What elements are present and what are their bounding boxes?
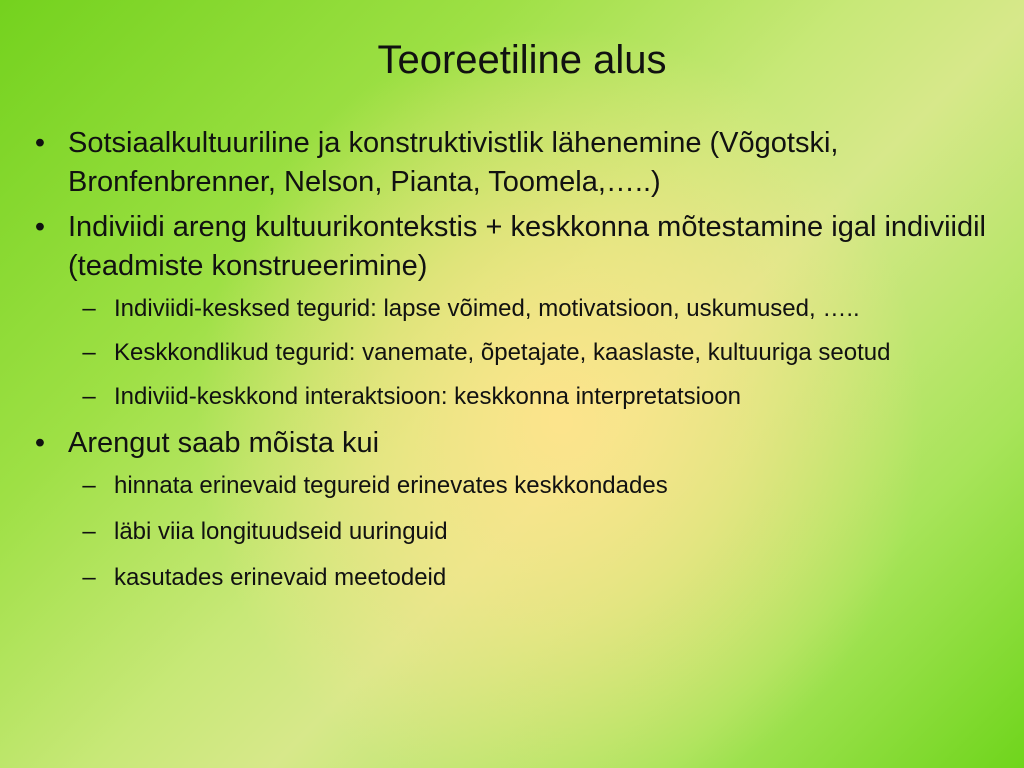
sub-bullet-item <box>68 380 1004 414</box>
sub-bullet-item <box>68 561 1004 595</box>
bullet-text: Indiviidi areng kultuurikontekstis + keskkonna mõtestamine igal indiviidil (teadmiste konstrueerimine) <box>68 211 986 282</box>
sub-bullet-text: Keskkondlikud tegurid: vanemate, õpetajate, kaaslaste, kultuuriga seotud <box>114 339 891 366</box>
slide-title: Teoreetiline alus <box>377 38 667 82</box>
bullet-item-2 <box>24 208 1004 414</box>
bullet-item-3 <box>24 424 1004 595</box>
dash-icon <box>76 380 102 414</box>
bullet-dot-icon <box>30 124 50 163</box>
bullet-item-1 <box>24 124 1004 202</box>
bullet-text: Arengut saab mõista kui <box>68 427 380 459</box>
sub-bullet-item <box>68 469 1004 503</box>
dash-icon <box>76 292 102 326</box>
sub-bullet-item <box>68 515 1004 549</box>
bullet-dot-icon <box>30 424 50 463</box>
sub-bullet-text: kasutades erinevaid meetodeid <box>114 564 447 591</box>
sub-bullet-list <box>68 469 1004 595</box>
bullet-dot-icon <box>30 208 50 247</box>
bullet-list <box>24 124 1004 607</box>
sub-bullet-item <box>68 336 1004 370</box>
sub-bullet-text: Indiviidi-kesksed tegurid: lapse võimed, motivatsioon, uskumused, ….. <box>114 295 860 322</box>
sub-bullet-text: hinnata erinevaid tegureid erinevates keskkondades <box>114 472 668 499</box>
dash-icon <box>76 336 102 370</box>
sub-bullet-text: Indiviid-keskkond interaktsioon: keskkonna interpretatsioon <box>114 383 742 410</box>
sub-bullet-text: läbi viia longituudseid uuringuid <box>114 518 448 545</box>
dash-icon <box>76 469 102 503</box>
bullet-text: Sotsiaalkultuuriline ja konstruktivistlik lähenemine (Võgotski, Bronfenbrenner, Nelson, Pianta, Toomela,…..) <box>68 127 839 198</box>
sub-bullet-item <box>68 292 1004 326</box>
dash-icon <box>76 561 102 595</box>
sub-bullet-list <box>68 292 1004 414</box>
dash-icon <box>76 515 102 549</box>
